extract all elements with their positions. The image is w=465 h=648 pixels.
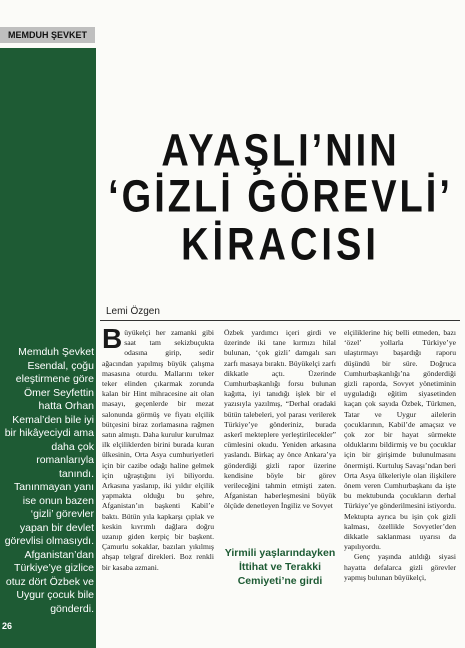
body-column-3 [344,328,456,628]
column-1-text: üyükelçi her zamanki gibi saat tam sekizbuçukta odasına girip, sedir ağacından yapılmış büyük çalışma masasına oturdu. Mallarını teker teker elinden çıkarmak zorunda kalan bir Hint mihracesine ait olan masayı, geçenlerde bir mezat salonunda görmüş ve fiyatı elçilik bütçesini biraz zorlamasına rağmen satın almıştı. Daha kurulur kurulmaz ilk elçiliklerden birini burada kuran ülkesinin, Orta Asya cumhuriyetleri için bir cazibe odağı haline gelmek için uğraştığını iyi biliyordu. Arkasına yaslanıp, iki yıldır elçilik yapmakta olduğu bu şehre, Afganistan’ın başkenti Kabil’e baktı. Bütün yıla kapkarşı çıplak ve keskin kıvrımlı dağlara doğru uzanıp giden kerpiç bir başkent. Çamurlu sokaklar, bazıları yıkılmış ahşap telgraf direkleri. Boz renkli bir kasaba azmani. [102,328,214,572]
byline: Lemi Özgen [106,306,160,317]
drop-cap: B [102,323,123,354]
title-line-3: KİRACISI [181,219,380,271]
author-header-label: MEMDUH ŞEVKET [8,30,88,40]
title-line-1: AYAŞLI’NIN [161,125,400,177]
byline-divider [100,320,460,321]
subheading: Yirmili yaşlarındayken İttihat ve Terakki Cemiyeti’ne girdi [224,547,336,587]
body-column-1 [102,323,214,628]
title-line-2: ‘GİZLİ GÖREVLİ’ [108,171,453,223]
body-column-2 [224,328,336,550]
page-number: 26 [2,621,13,631]
pull-quote: Memduh Şevket Esendal, çoğu eleştirmene göre Ömer Seyfettin hatta Orhan Kemal’den bile iyi bir hikâyeciydi ama daha çok romanlarıyla tanındı. Tanınmayan yanı ise onun bazen ‘gizli’ görevler yapan bir devlet görevlisi olmasıydı. Afganistan’dan Türkiye’ye gizlice otuz dört Özbek ve Uygur çocuk bile gönderdi. [4,346,94,615]
column-3-paragraph-2: Genç yaşında atıldığı siyasi hayatta defalarca gizli görevler yapmış bulunan büyükelçi, [344,552,456,582]
column-3-text: elçiliklerine hiç belli etmeden, bazı ‘özel’ yollarla Türkiye’ye ulaştırmayı başardığı raporu düşündü bir süre. Doğruca Cumhurbaşkanlığı’na gönderdiği gizli raporda, Sovyet yönetiminin uyguladığı eğitim siyasetinden kaçan çok sayıda Özbek, Türkmen, Tatar ve Uygur ailelerin çocuklarının, Kabil’de amaçsız ve çok zor bir hayat sürmekte olduklarını bildirmiş ve bu çocuklar için bir girişimde bulunulmasını önermişti. Kurtuluş Savaşı’ndan beri Orta Asya ülkeleriyle olan ilişkilere önem veren Cumhurbaşkanı da işte bu mektubunda çocukların derhal Türkiye’ye gönderilmesini istiyordu. Mektupta ayrıca bu işin çok gizli kalması, özellikle Sovyetler’den dikkatle saklanması uyarısı da yapılıyordu. [344,328,456,552]
column-2-text: Özbek yardımcı içeri girdi ve üzerinde iki tane kırmızı hilal bulunan, ‘çok gizli’ damgalı sarı zarfı masaya bıraktı. Büyükelçi zarfı dikkatle açtı. Üzerinde Cumhurbaşkanlığı forsu bulunan kağıtta, iyi tanıdığı işlek bir el yazısıyla yazılmış, “Derhal oradaki bütün talebeleri, yol parası verilerek Türkiye’ye gönderiniz, burada askerî mekteplere yerleştirilecekler” cümlesini okudu. Yeniden arkasına yaslandı. Birkaç ay önce Ankara’ya gönderdiği gizli rapor üzerine kendisine böyle bir görev verileceğini tahmin etmişti zaten. Afganistan haberleşmesini büyük ölçüde denetleyen İngiliz ve Sovyet [224,328,336,511]
author-header-tab [0,27,95,43]
